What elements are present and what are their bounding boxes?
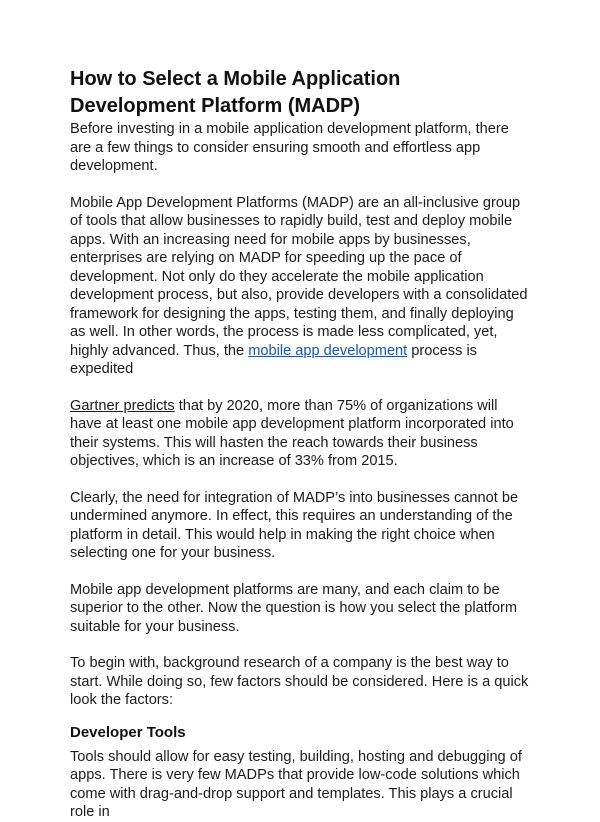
gartner-predicts-link[interactable]: Gartner predicts [70,397,175,414]
gartner-paragraph [70,397,530,471]
platforms-paragraph: Mobile app development platforms are many, and each claim to be superior to the other. Now the question is how you select the platform suitable for your business. [70,581,517,635]
madp-definition-text: Mobile App Development Platforms (MADP) are an all-inclusive group of tools that allow businesses to rapidly build, test and deploy mobile apps. With an increasing need for mobile apps by businesses, enterprises are relying on MADP for speeding up the pace of development. Not only do they accelerate the mobile application development process, but also, provide developers with a consolidated framework for designing the apps, testing them, and finally deploying as well. In other words, the process is made less complicated, yet, highly advanced. Thus, the [70,194,528,359]
gartner-paragraph-text: that by 2020, more than 75% of organizations will have at least one mobile app development platform incorporated into their systems. This will hasten the reach towards their business objectives, which is an increase of 33% from 2015. [70,397,514,469]
madp-definition-tail: process is expedited [70,342,477,377]
madp-definition-paragraph [70,194,530,379]
integration-paragraph: Clearly, the need for integration of MADP’s into businesses cannot be undermined anymore. In effect, this requires an understanding of the platform in detail. This would help in making the right choice when selecting one for your business. [70,489,519,561]
intro-paragraph: Before investing in a mobile application development platform, there are a few things to consider ensuring smooth and effortless app development. [70,121,509,174]
page-title: How to Select a Mobile Application Development Platform (MADP) [70,68,401,117]
developer-tools-paragraph: Tools should allow for easy testing, building, hosting and debugging of apps. There is very few MADPs that provide low-code solutions which come with drag-and-drop support and templates. This plays a crucial role in [70,748,522,820]
research-paragraph: To begin with, background research of a company is the best way to start. While doing so, few factors should be considered. Here is a quick look the factors: [70,655,529,708]
developer-tools-heading: Developer Tools [70,723,186,741]
mobile-app-development-link[interactable]: mobile app development [248,342,408,359]
